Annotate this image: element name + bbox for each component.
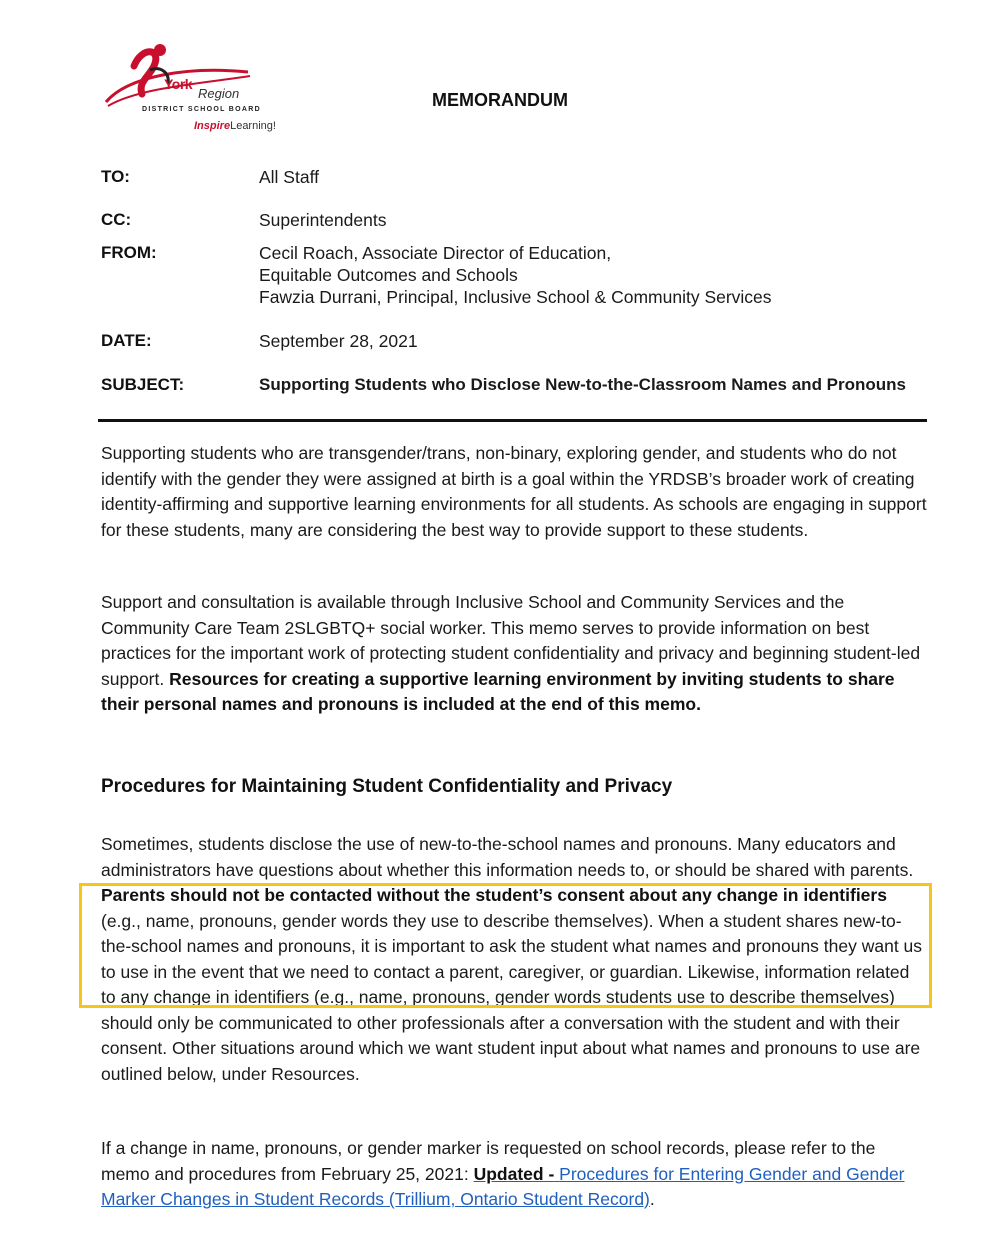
procedures-link-text: Procedures for Entering Gender and Gender Marker Changes in Student Records (Trillium, Ontario Student Record) — [101, 1163, 905, 1209]
header-divider — [98, 419, 927, 422]
from-value — [259, 242, 772, 308]
paragraph-support-text: Support and consultation is available through Inclusive School and Community Services and the Community Care Team 2SLGBTQ+ social worker. This memo serves to provide information on best practices for the important work of protecting student confidentiality and privacy and beginning student-led support. — [101, 592, 921, 689]
logo-tagline-bold: Inspire — [194, 120, 231, 132]
paragraph-support — [101, 590, 927, 718]
logo-tagline-rest: Learning! — [230, 120, 276, 132]
paragraph-procedures-rest: (e.g., name, pronouns, gender words they use to describe themselves). When a student shares new-to-the-school names and pronouns, it is important to ask the student what names and pronouns they want us to use in the event that we need to contact a parent, caregiver, or guardian. Likewise, information related to any change in identifiers (e.g., name, pronouns, gender words students use to describe themselves) should only be communicated to other professionals after a conversation with the student and with their consent. Other situations around which we want student input about what names and pronouns to use are outlined below, under Resources. — [101, 910, 923, 1084]
paragraph-records — [101, 1136, 927, 1213]
paragraph-procedures-start: Sometimes, students disclose the use of new-to-the-school names and pronouns. Many educators and administrators have questions about whether this information needs to, or should be shared with parents. — [101, 834, 914, 880]
from-label: FROM: — [101, 243, 157, 262]
logo-region-text: Region — [198, 86, 240, 101]
logo-york-text: York — [164, 76, 193, 92]
from-line: Cecil Roach, Associate Director of Education, — [259, 243, 612, 263]
section-heading: Procedures for Maintaining Student Confidentiality and Privacy — [101, 776, 673, 797]
paragraph-procedures — [101, 832, 927, 1087]
procedures-link-bold: Updated - — [473, 1163, 555, 1184]
cc-label: CC: — [101, 210, 132, 229]
subject-label: SUBJECT: — [101, 375, 185, 394]
subject-value: Supporting Students who Disclose New-to-the-Classroom Names and Pronouns — [259, 375, 907, 394]
paragraph-intro: Supporting students who are transgender/trans, non-binary, exploring gender, and students who do not identify with the gender they were assigned at birth is a goal within the YRDSB’s broader work of creating identity-affirming and supportive learning environments for all students. As schools are engaging in support for these students, many are considering the best way to provide support to these students. — [101, 443, 927, 540]
logo-board-text: DISTRICT SCHOOL BOARD — [142, 106, 261, 113]
yrdsb-logo — [98, 36, 278, 136]
date-value: September 28, 2021 — [259, 331, 418, 351]
to-value: All Staff — [259, 167, 319, 187]
paragraph-records-text: If a change in name, pronouns, or gender marker is requested on school records, please refer to the memo and procedures from February 25, 2021: — [101, 1138, 876, 1184]
paragraph-procedures-bold: Parents should not be contacted without the student’s consent about any change in identifiers — [101, 885, 887, 905]
paragraph-records-end: . — [649, 1189, 655, 1209]
memo-title: MEMORANDUM — [432, 90, 568, 110]
logo-tagline — [194, 120, 276, 132]
date-label: DATE: — [101, 331, 152, 350]
to-label: TO: — [101, 167, 130, 186]
cc-value: Superintendents — [259, 210, 387, 230]
paragraph-support-bold: Resources for creating a supportive learning environment by inviting students to share their personal names and pronouns is included at the end of this memo. — [101, 668, 895, 714]
from-line: Fawzia Durrani, Principal, Inclusive School & Community Services — [259, 287, 772, 307]
from-line: Equitable Outcomes and Schools — [259, 265, 518, 285]
